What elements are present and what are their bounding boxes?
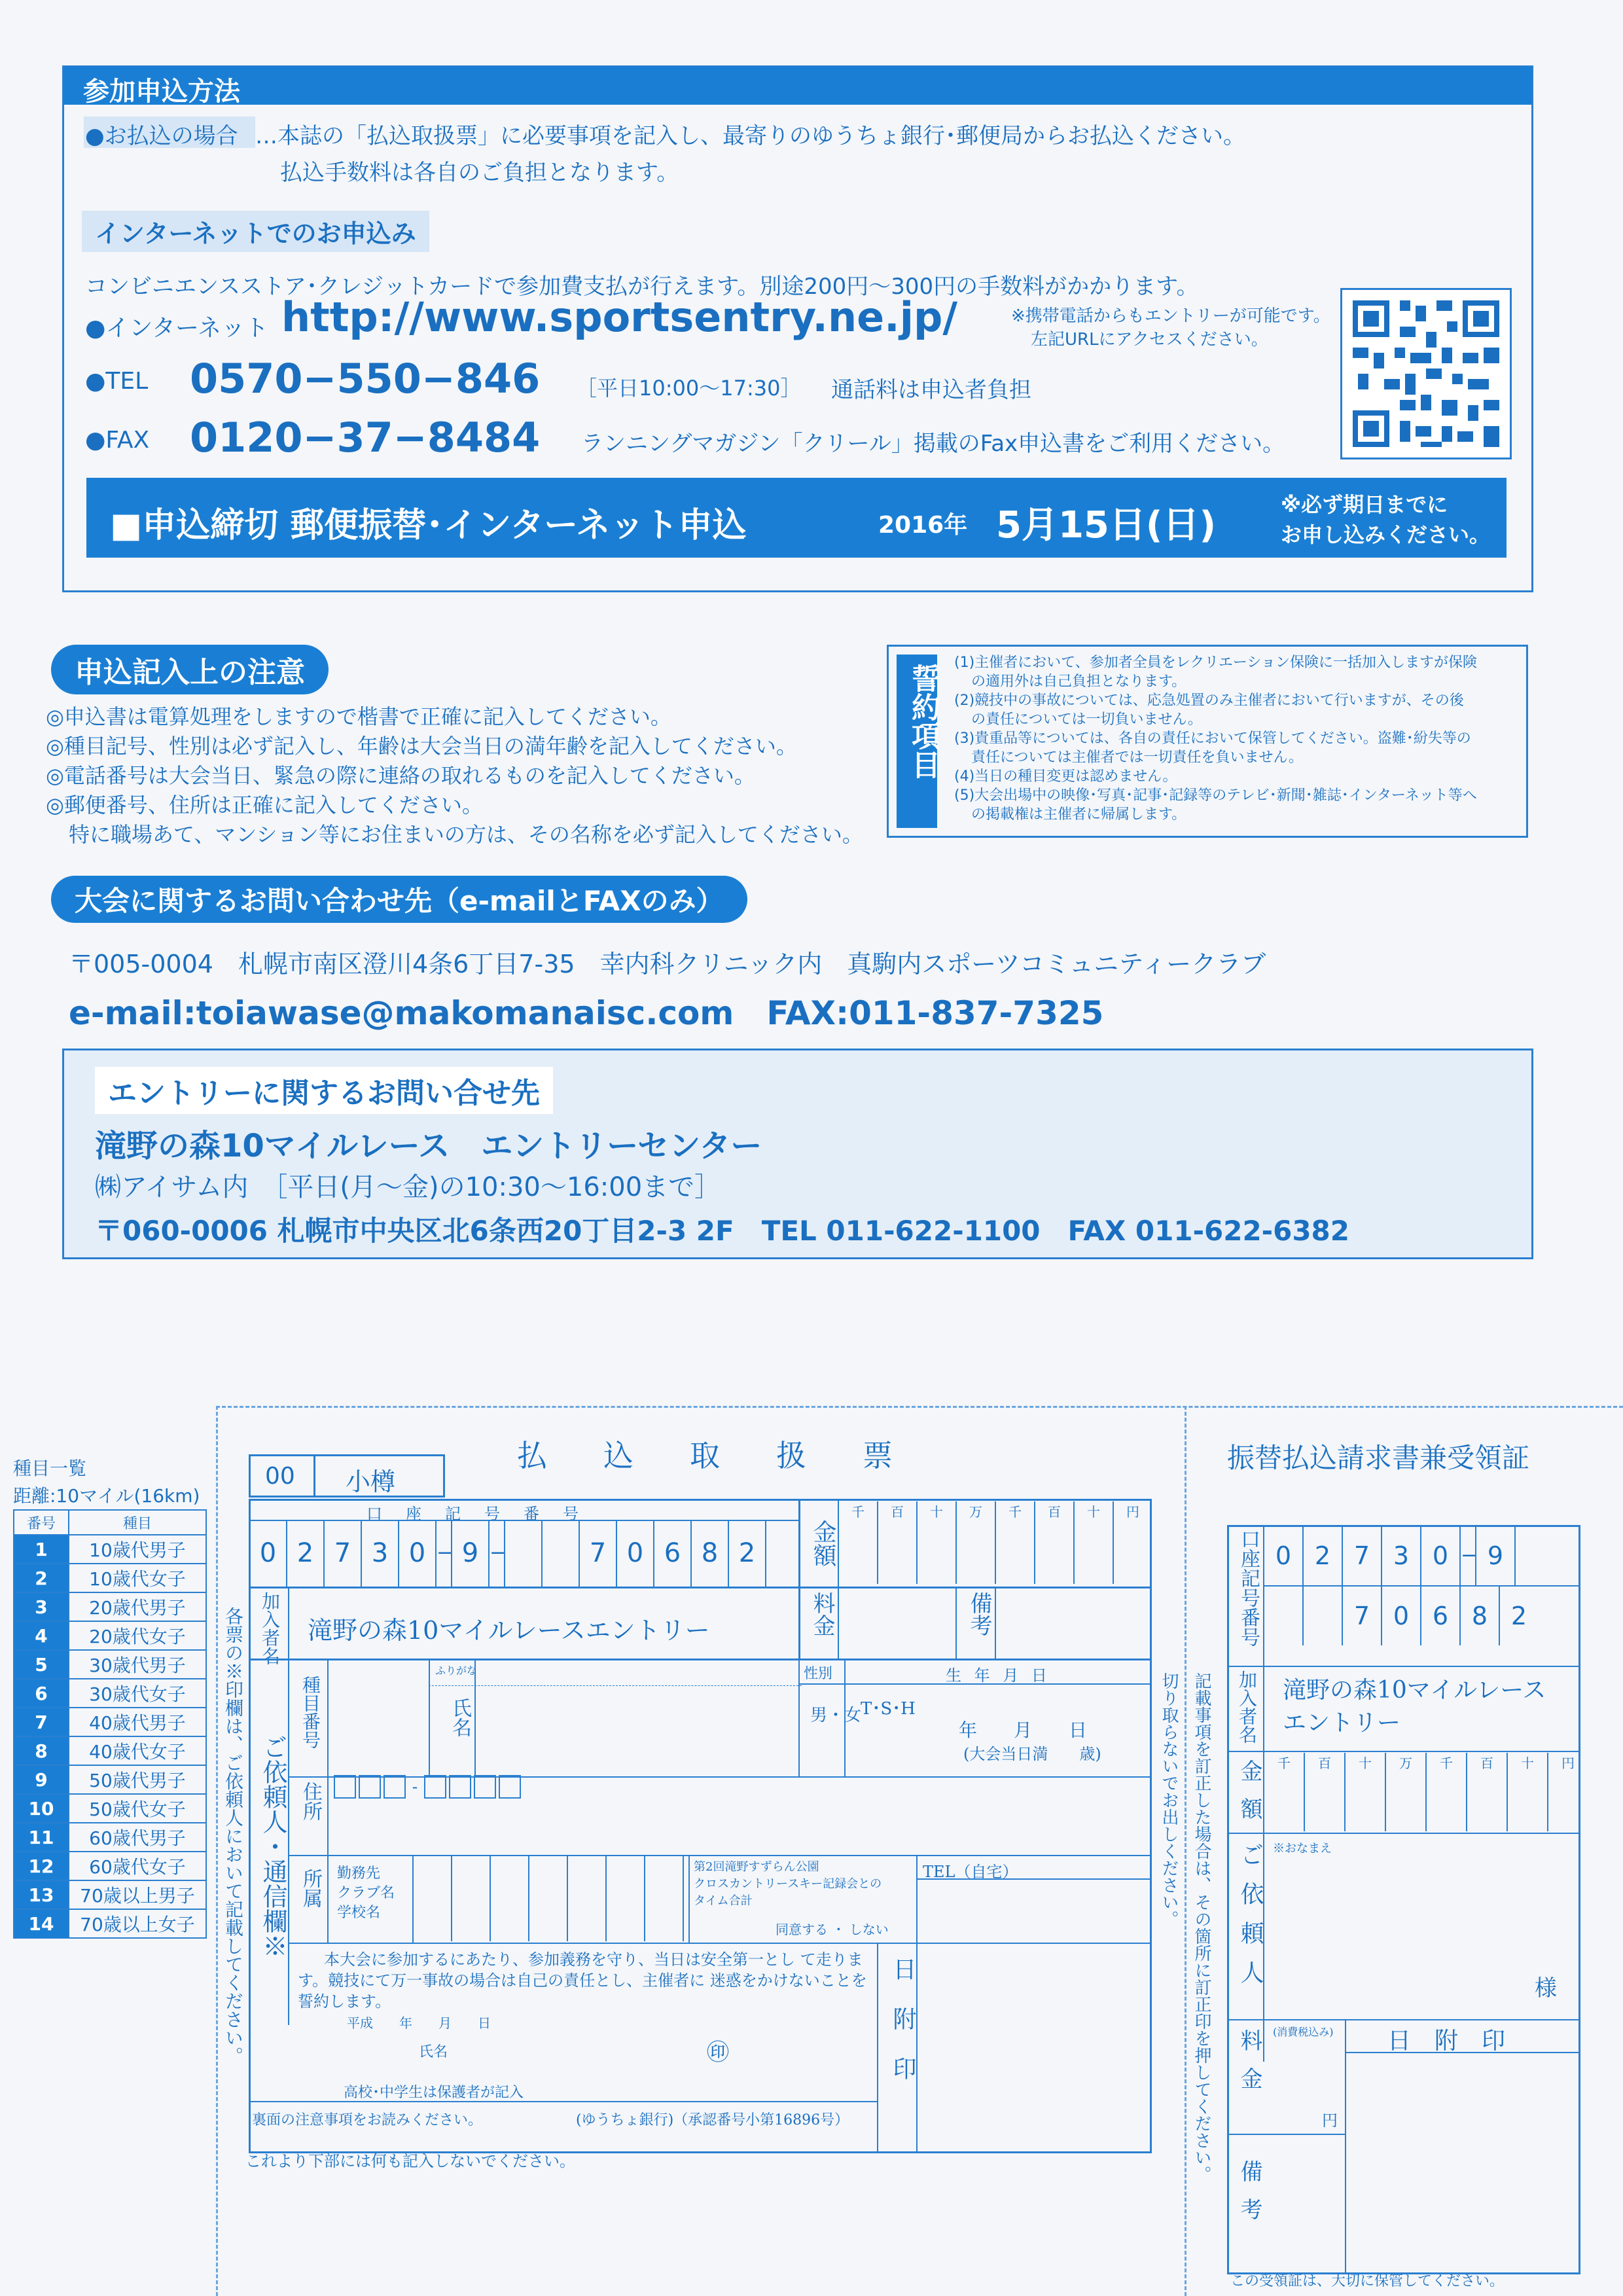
category-number: 3 xyxy=(14,1592,69,1621)
table-row xyxy=(14,1794,206,1823)
address-label: 住所 xyxy=(299,1782,322,1821)
pledge-date: 平成 年 月 日 xyxy=(347,2015,491,2031)
note-3: ◎電話番号は大会当日、緊急の際に連絡の取れるものを記入してください。 xyxy=(46,763,755,788)
account-digit: 0 xyxy=(617,1521,654,1587)
receipt-title: 振替払込請求書兼受領証 xyxy=(1227,1442,1530,1474)
contact-email-fax: e-mail:toiawase@makomanaisc.com FAX:011-837-7325 xyxy=(69,994,1104,1032)
tel-number: 0570−550−846 xyxy=(190,355,541,403)
name-field[interactable] xyxy=(476,1687,797,1775)
receipt-remarks-label: 備考 xyxy=(1236,2160,1262,2236)
payee-name: 滝野の森10マイルレースエントリー xyxy=(308,1616,710,1645)
table-row xyxy=(14,1823,206,1852)
category-number: 11 xyxy=(14,1823,69,1852)
qr-code-icon xyxy=(1340,288,1512,459)
furigana-label: ふりがな xyxy=(435,1664,478,1677)
category-name: 40歳代女子 xyxy=(69,1736,206,1765)
category-name: 10歳代女子 xyxy=(69,1564,206,1592)
fax-number: 0120−37−8484 xyxy=(190,414,541,461)
affiliation-sublabel: 勤務先 クラブ名 学校名 xyxy=(337,1865,395,1921)
form-date-stamp: 日附印 xyxy=(889,1957,916,2106)
postal-code-field[interactable]: - xyxy=(334,1775,521,1800)
birth-header: 生 年 月 日 xyxy=(946,1666,1051,1685)
account-digits-row xyxy=(250,1521,798,1587)
form-title: 払 込 取 扱 票 xyxy=(517,1438,906,1473)
receipt-payee-label: 加入者名 xyxy=(1236,1670,1258,1744)
receipt-account-digit: 0 xyxy=(1382,1587,1421,1645)
amount-unit: 百 xyxy=(1035,1501,1075,1584)
category-number: 8 xyxy=(14,1736,69,1765)
receipt-requester-label: ご依頼人 xyxy=(1237,1842,1264,2000)
amount-unit: 十 xyxy=(1508,1753,1548,1831)
amount-unit: 円 xyxy=(1561,1755,1575,1771)
deadline-year: 2016年 xyxy=(878,512,968,539)
category-name: 30歳代男子 xyxy=(69,1650,206,1679)
category-name: 70歳以上男子 xyxy=(69,1880,206,1909)
table-row xyxy=(14,1852,206,1880)
affiliation-label: 所属 xyxy=(299,1869,322,1908)
pledge-title-bg xyxy=(897,655,940,828)
deadline-bar xyxy=(86,478,1507,558)
account-digit: 8 xyxy=(692,1521,729,1587)
birth-era[interactable]: T･S･H xyxy=(861,1699,916,1719)
entry-name: 滝野の森10マイルレース エントリーセンター xyxy=(95,1128,762,1164)
amount-unit: 千 xyxy=(1264,1753,1305,1831)
remarks-label: 備考 xyxy=(966,1592,992,1636)
payee-label: 加入者名 xyxy=(259,1592,281,1665)
bottom-note: これより下部には何も記入しないでください。 xyxy=(245,2152,575,2170)
category-name: 10歳代男子 xyxy=(69,1535,206,1564)
address-field[interactable] xyxy=(334,1806,1145,1852)
pledge-title: 誓約項目 xyxy=(906,664,940,779)
category-name: 30歳代女子 xyxy=(69,1679,206,1708)
pledge-statement: 本大会に参加するにあたり、参加義務を守り、当日は安全第一とし て走ります。競技にて万一事故の場合は自己の責任とし、主催者に 迷惑をかけないことを誓約します。 xyxy=(298,1950,867,2011)
note-1: ◎申込書は電算処理をしますので楷書で正確に記入してください。 xyxy=(46,704,671,729)
back-note: 裏面の注意事項をお読みください。 xyxy=(252,2112,483,2128)
category-name: 20歳代男子 xyxy=(69,1592,206,1621)
pledge-item: の責任については一切負いません。 xyxy=(971,711,1202,728)
amount-unit: 万 xyxy=(1386,1753,1427,1831)
account-separator: − xyxy=(490,1521,505,1587)
pledge-item: 責任については主催者では一切責任を負いません。 xyxy=(971,749,1303,766)
category-number: 4 xyxy=(14,1621,69,1650)
name-label: 氏名 xyxy=(448,1698,471,1737)
receipt-account-label: 口座記号番号 xyxy=(1237,1529,1260,1647)
office-name: 小樽 xyxy=(346,1467,396,1496)
internet-heading: インターネットでのお申込み xyxy=(82,211,429,252)
deadline-note-1: ※必ず期日までに xyxy=(1281,492,1448,517)
receipt-name-note: ※おなまえ xyxy=(1273,1842,1332,1856)
tel-label: ●TEL xyxy=(85,368,149,395)
amount-unit: 十 xyxy=(918,1501,957,1584)
affiliation-field[interactable] xyxy=(414,1856,688,1941)
entry-heading: エントリーに関するお問い合せ先 xyxy=(95,1067,553,1114)
receipt-honorific: 様 xyxy=(1535,1975,1557,2001)
gender-header: 性別 xyxy=(804,1666,833,1682)
deadline-date: 5月15日(日) xyxy=(996,504,1217,547)
internet-note: コンビニエンスストア･クレジットカードで参加費支払が行えます。別途200円～300円の手数料がかかります。 xyxy=(85,274,1199,300)
account-digit: 2 xyxy=(729,1521,766,1587)
tel-note: 通話料は申込者負担 xyxy=(831,377,1031,403)
entry-company: ㈱アイサム内 ［平日(月～金)の10:30～16:00まで］ xyxy=(95,1172,721,1202)
category-number: 2 xyxy=(14,1564,69,1592)
internet-label: ●インターネット xyxy=(85,315,269,342)
table-row xyxy=(14,1592,206,1621)
category-number: 5 xyxy=(14,1650,69,1679)
category-name: 20歳代女子 xyxy=(69,1621,206,1650)
account-digit: 0 xyxy=(250,1521,287,1587)
category-number-label: 種目番号 xyxy=(300,1676,321,1749)
receipt-account-digit: 8 xyxy=(1461,1587,1500,1645)
fax-label: ●FAX xyxy=(85,427,150,454)
note-2: ◎種目記号、性別は必ず記入し、年齢は大会当日の満年齢を記入してください。 xyxy=(46,734,797,759)
receipt-account-digit xyxy=(1304,1587,1343,1645)
category-number-field[interactable] xyxy=(329,1660,427,1775)
category-number: 7 xyxy=(14,1708,69,1736)
category-header-number: 番号 xyxy=(14,1510,69,1535)
requester-label: ご依頼人・通信欄※ xyxy=(259,1734,287,1958)
receipt-account-digit: 9 xyxy=(1476,1526,1516,1585)
category-number: 10 xyxy=(14,1794,69,1823)
category-number: 13 xyxy=(14,1880,69,1909)
table-row xyxy=(14,1909,206,1938)
form-cut-line-middle xyxy=(1185,1406,1186,2296)
furikomi-text2: 払込手数料は各自のご負担となります。 xyxy=(280,160,679,186)
category-number: 12 xyxy=(14,1852,69,1880)
fee-label: 料金 xyxy=(809,1592,835,1636)
amount-unit: 百 xyxy=(878,1501,918,1584)
pledge-item: の適用外は自己負担となります。 xyxy=(971,673,1186,690)
home-tel-field[interactable] xyxy=(923,1880,1145,1939)
cut-note: 切り取らないでお出しください。 xyxy=(1159,1672,1179,1928)
receipt-amount-units xyxy=(1264,1753,1588,1831)
receipt-account-row-2 xyxy=(1264,1587,1538,1645)
mobile-note-1: ※携帯電話からもエントリーが可能です。 xyxy=(1011,306,1330,326)
receipt-name-field[interactable] xyxy=(1273,1859,1535,1990)
receipt-account-row-1 xyxy=(1264,1526,1516,1585)
receipt-tax-note: (消費税込み) xyxy=(1273,2026,1334,2038)
category-header-name: 種目 xyxy=(69,1510,206,1535)
amount-units-row xyxy=(839,1501,1152,1584)
table-row xyxy=(14,1535,206,1564)
category-number: 6 xyxy=(14,1679,69,1708)
receipt-account-digit: 7 xyxy=(1343,1526,1382,1585)
notes-title: 申込記入上の注意 xyxy=(51,645,329,694)
home-tel-label: TEL（自宅） xyxy=(923,1863,1018,1881)
form-cut-line-left xyxy=(216,1406,218,2296)
gender-options[interactable]: 男・女 xyxy=(810,1706,862,1725)
account-digit: 0 xyxy=(399,1521,437,1587)
mobile-note-2: 左記URLにアクセスください。 xyxy=(1031,330,1268,350)
category-table xyxy=(13,1509,207,1939)
table-row xyxy=(14,1679,206,1708)
receipt-account-digit: 2 xyxy=(1304,1526,1343,1585)
account-digit: 2 xyxy=(287,1521,325,1587)
amount-unit: 円 xyxy=(1126,1504,1139,1520)
account-digit: 7 xyxy=(580,1521,617,1587)
table-row xyxy=(14,1708,206,1736)
internet-url-link[interactable]: http://www.sportsentry.ne.jp/ xyxy=(281,293,957,341)
receipt-account-digit: 0 xyxy=(1264,1526,1304,1585)
method-title-bar xyxy=(63,67,1532,105)
table-row xyxy=(14,1880,206,1909)
table-row xyxy=(14,1650,206,1679)
fax-note: ランニングマガジン「クリール」掲載のFax申込書をご利用ください。 xyxy=(581,431,1285,457)
category-name: 40歳代男子 xyxy=(69,1708,206,1736)
amount-unit: 百 xyxy=(1467,1753,1508,1831)
guardian-note: 高校･中学生は保護者が記入 xyxy=(344,2085,524,2101)
method-title: 参加申込方法 xyxy=(83,77,240,107)
correction-note: 記載事項を訂正した場合は、その箇所に訂正印を押してください。 xyxy=(1192,1672,1211,2183)
category-number: 9 xyxy=(14,1765,69,1794)
deadline-label: ■申込締切 郵便振替･インターネット申込 xyxy=(110,506,747,545)
table-row xyxy=(14,1736,206,1765)
birth-fields[interactable]: 年 月 日 xyxy=(959,1719,1088,1741)
pledge-box xyxy=(887,645,1528,838)
category-name: 50歳代女子 xyxy=(69,1794,206,1823)
office-code-box xyxy=(249,1454,445,1498)
category-name: 60歳代男子 xyxy=(69,1823,206,1852)
note-4: ◎郵便番号、住所は正確に記入してください。 xyxy=(46,793,483,817)
age-note: (大会当日満 歳) xyxy=(963,1745,1101,1763)
category-name: 70歳以上女子 xyxy=(69,1909,206,1938)
table-row xyxy=(14,1765,206,1794)
record-agree-option[interactable]: 同意する ・ しない xyxy=(776,1922,889,1937)
note-5: 特に職場あて、マンション等にお住まいの方は、その名称を必ず記入してください。 xyxy=(69,822,863,847)
pledge-sign-field[interactable] xyxy=(458,2036,700,2062)
pledge-sign-label: 氏名 xyxy=(419,2044,448,2060)
receipt-account-digit: 2 xyxy=(1510,1602,1527,1630)
receipt-account-digit: 7 xyxy=(1343,1587,1382,1645)
amount-unit: 十 xyxy=(1346,1753,1386,1831)
contact-title: 大会に関するお問い合わせ先（e-mailとFAXのみ） xyxy=(51,876,747,923)
amount-unit: 千 xyxy=(1427,1753,1467,1831)
deadline-note-2: お申し込みください。 xyxy=(1281,522,1491,547)
seal-mark: ㊞ xyxy=(707,2039,729,2066)
amount-unit: 万 xyxy=(957,1501,996,1584)
pledge-item: (3)貴重品等については、各自の責任において保管してください。盗難･紛失等の xyxy=(954,730,1471,747)
tel-hours: ［平日10:00～17:30］ xyxy=(576,376,802,401)
table-row xyxy=(14,1621,206,1650)
amount-unit: 十 xyxy=(1075,1501,1114,1584)
bank-note: (ゆうちょ銀行)（承認番号小第16896号） xyxy=(576,2112,849,2128)
category-name: 50歳代男子 xyxy=(69,1765,206,1794)
account-digit: 3 xyxy=(362,1521,399,1587)
category-number: 1 xyxy=(14,1535,69,1564)
furikomi-label: ●お払込の場合 xyxy=(85,123,238,149)
receipt-fee-label: 料金 xyxy=(1236,2029,1262,2105)
pledge-item: の掲載権は主催者に帰属します。 xyxy=(971,806,1186,823)
contact-address: 〒005-0004 札幌市南区澄川4条6丁目7-35 幸内科クリニック内 真駒内スポーツコミュニティークラブ xyxy=(69,950,1266,978)
account-digit xyxy=(505,1521,543,1587)
pledge-item: (2)競技中の事故については、応急処置のみ主催者において行いますが、その後 xyxy=(954,692,1464,709)
receipt-account-digit: 6 xyxy=(1421,1587,1461,1645)
account-digit: 9 xyxy=(452,1521,490,1587)
pledge-items xyxy=(954,653,1477,824)
account-digit: 7 xyxy=(325,1521,362,1587)
receipt-footer: この受領証は、大切に保管してください。 xyxy=(1230,2273,1505,2289)
pledge-item: (4)当日の種目変更は認めません。 xyxy=(954,768,1177,785)
form-side-note: 各票の※印欄は、ご依頼人において記載してください。 xyxy=(223,1607,244,2065)
receipt-date-stamp: 日 附 印 xyxy=(1387,2028,1506,2054)
amount-unit: 千 xyxy=(996,1501,1035,1584)
receipt-account-separator: − xyxy=(1461,1526,1476,1585)
receipt-account-digit: 0 xyxy=(1421,1526,1461,1585)
account-header: 口 座 記 号 番 号 xyxy=(366,1505,582,1523)
category-name: 60歳代女子 xyxy=(69,1852,206,1880)
account-digit xyxy=(543,1521,580,1587)
entry-address: 〒060-0006 札幌市中央区北6条西20丁目2-3 2F TEL 011-622-1100 FAX 011-622-6382 xyxy=(95,1215,1350,1247)
amount-label: 金額 xyxy=(810,1520,836,1567)
pledge-item: (5)大会出場中の映像･写真･記事･記録等のテレビ･新聞･雑誌･インターネット等へ xyxy=(954,787,1477,804)
pledge-item: (1)主催者において、参加者全員をレクリエーション保険に一括加入しますが保険 xyxy=(954,655,1477,671)
record-note: 第2回滝野すずらん公園 クロスカントリースキー記録会との タイム合計 xyxy=(694,1860,882,1908)
furikomi-text: …本誌の「払込取扱票」に必要事項を記入し、最寄りのゆうちょ銀行･郵便局からお払込ください。 xyxy=(255,123,1245,149)
amount-unit: 百 xyxy=(1305,1753,1346,1831)
account-separator: − xyxy=(437,1521,452,1587)
category-title: 種目一覧 xyxy=(13,1458,87,1479)
category-distance: 距離:10マイル(16km) xyxy=(13,1485,200,1507)
category-number: 14 xyxy=(14,1909,69,1938)
receipt-account-digit: 3 xyxy=(1382,1526,1421,1585)
receipt-account-digit xyxy=(1264,1587,1304,1645)
account-digit: 6 xyxy=(654,1521,692,1587)
amount-unit: 千 xyxy=(839,1501,878,1584)
table-row xyxy=(14,1564,206,1592)
office-code: 00 xyxy=(265,1463,295,1490)
receipt-yen: 円 xyxy=(1322,2111,1338,2130)
receipt-amount-label: 金額 xyxy=(1236,1759,1262,1835)
form-cut-line-top xyxy=(216,1406,1623,1408)
receipt-payee-name: 滝野の森10マイルレース エントリー xyxy=(1283,1677,1546,1736)
